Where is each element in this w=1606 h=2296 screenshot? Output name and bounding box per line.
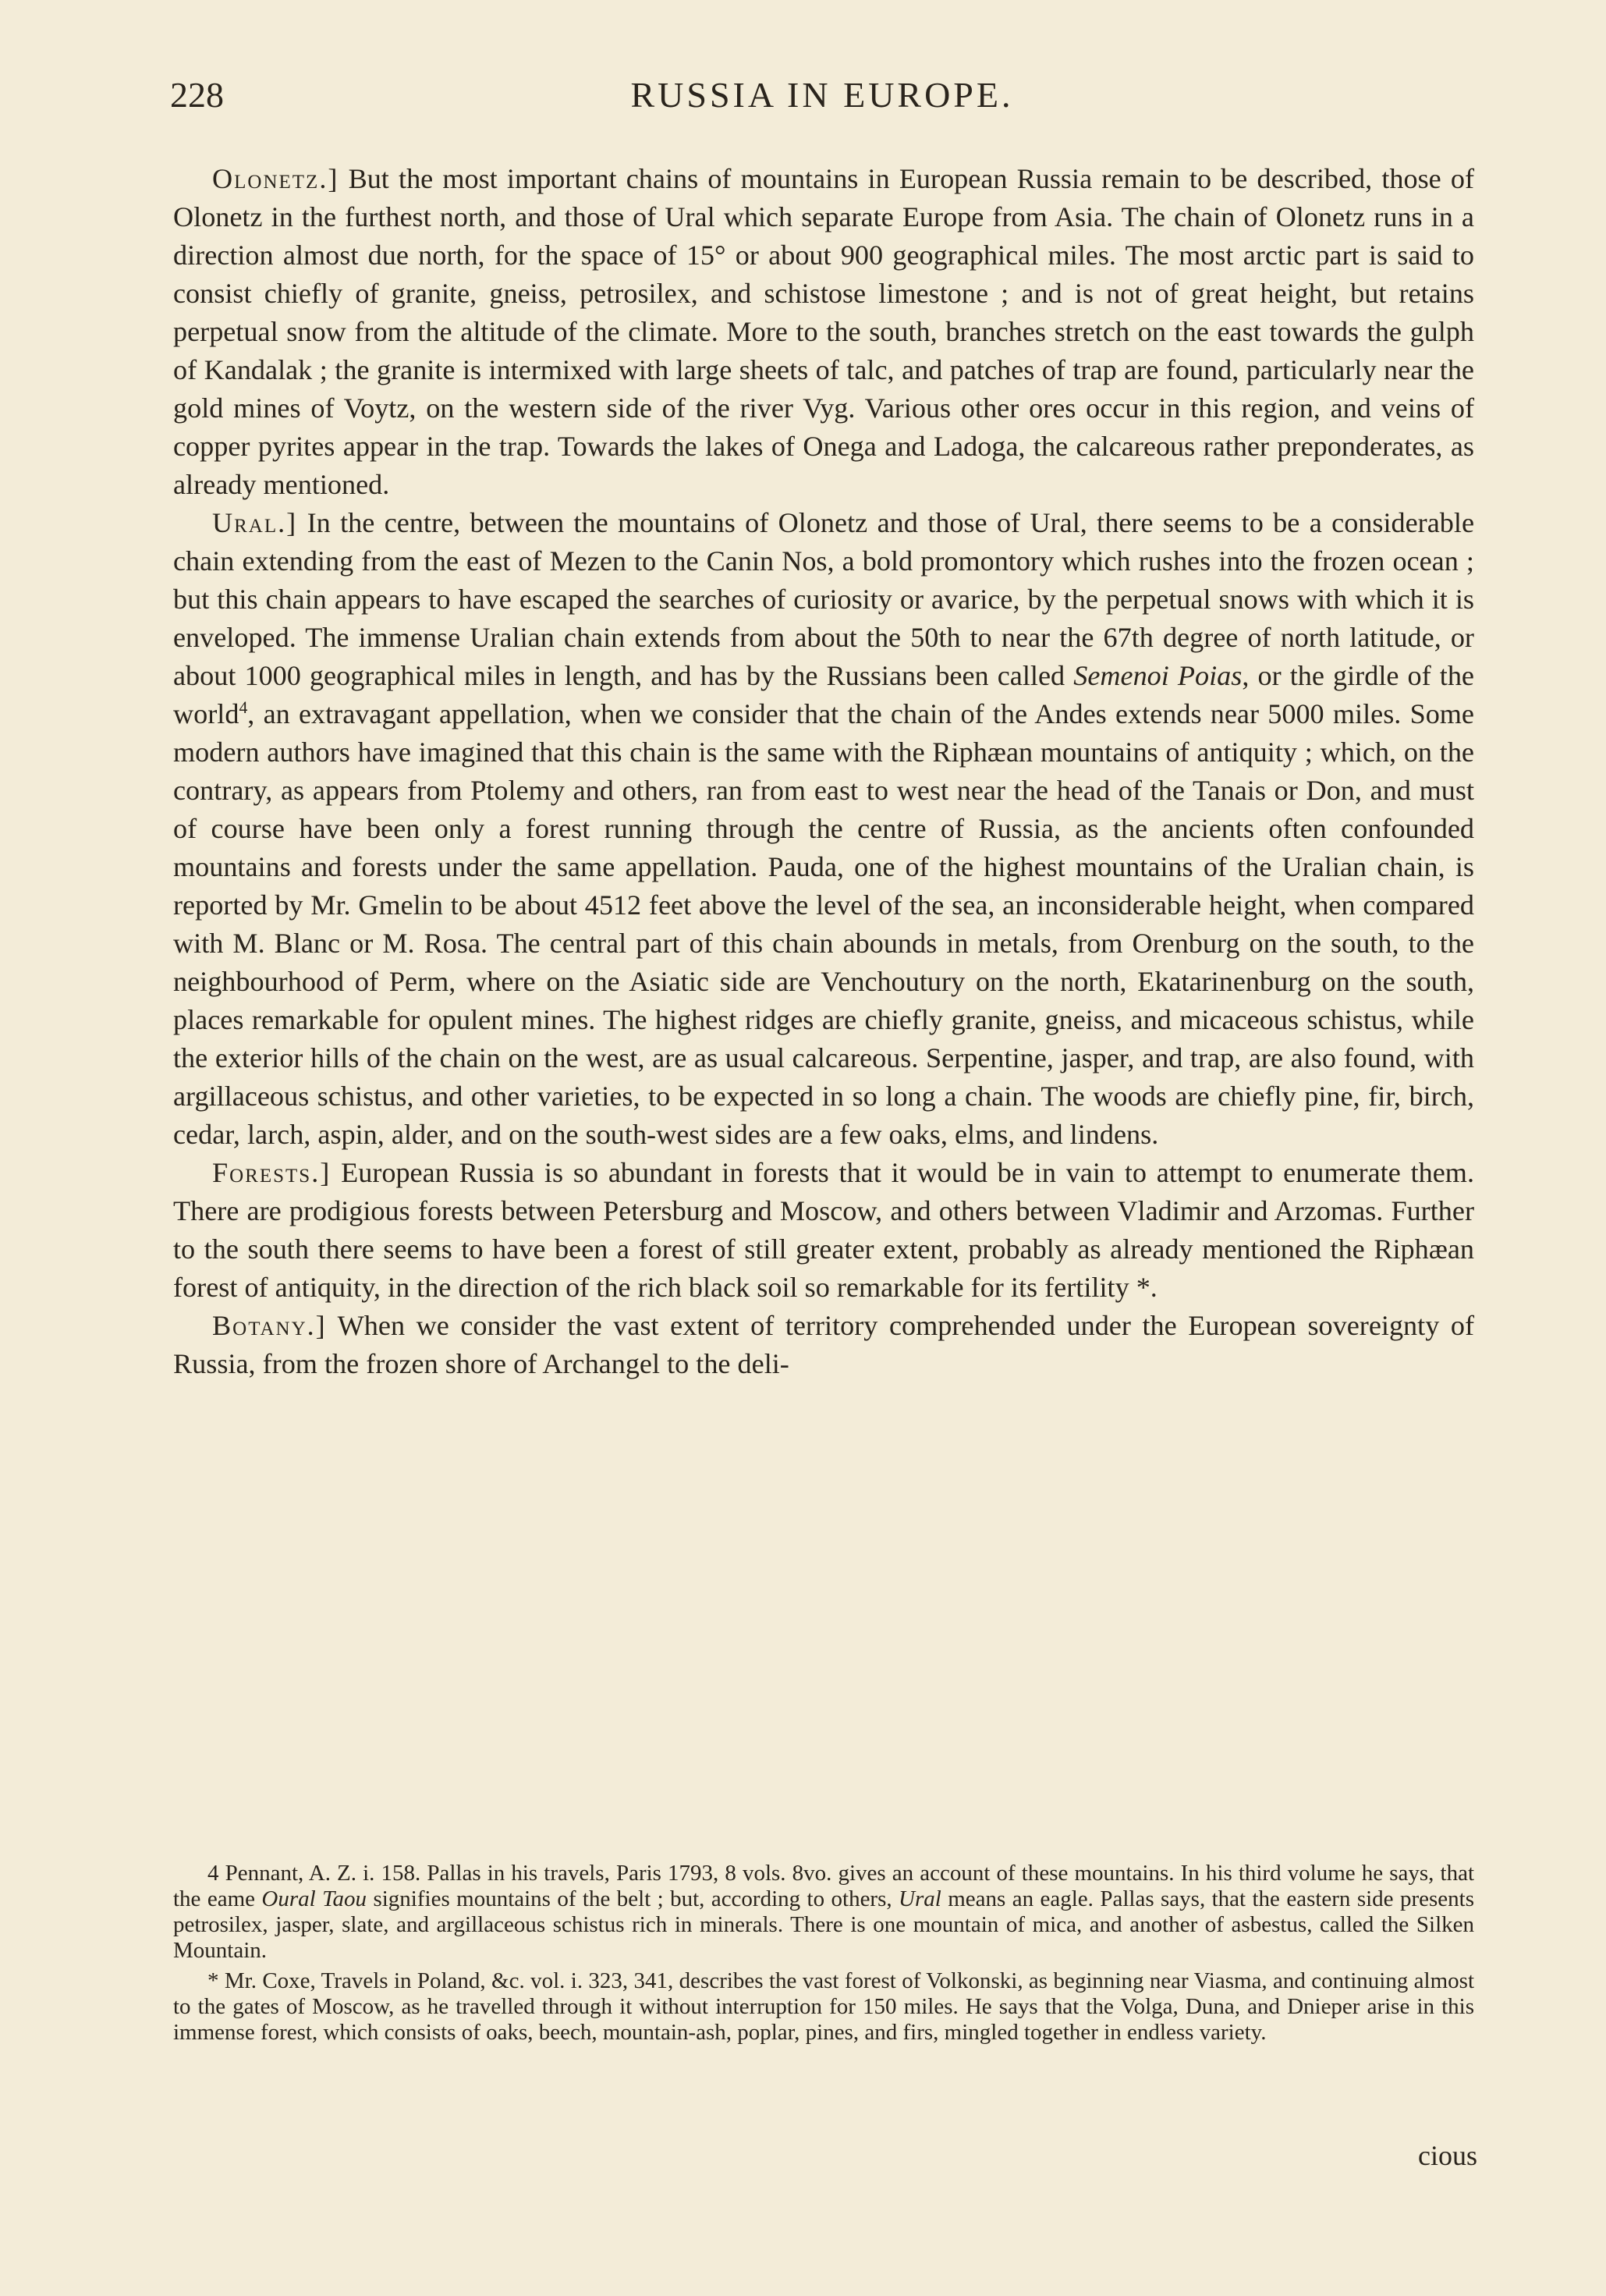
italic-term: Ural: [899, 1886, 941, 1911]
page-number: 228: [170, 75, 224, 115]
running-head: RUSSIA IN EUROPE.: [630, 75, 1014, 115]
page-header: [170, 72, 1474, 126]
section-heading-forests: Forests.]: [212, 1157, 331, 1188]
paragraph-botany: [173, 1307, 1474, 1383]
footnote-star: [173, 1968, 1474, 2046]
paragraph-ural: [173, 504, 1474, 1154]
footnotes: [173, 1861, 1474, 2050]
italic-term: Oural Taou: [261, 1886, 367, 1911]
paragraph-forests: [173, 1154, 1474, 1307]
footnote-marker: 4: [207, 1861, 219, 1886]
paragraph-text: In the centre, between the mountains of Olonetz and those of Ural, there seems to be a considerable chain extending from the east of Mezen to the Canin Nos, a bold promontory which rushes into the frozen ocean ; but this chain appears to have escaped the searches of curiosity or avarice, by the perpetual snows with which it is enveloped. The immense Uralian chain extends from about the 50th to near the 67th degree of north latitude, or about 1000 geographical miles in length, and has by the Russians been called: [173, 507, 1474, 691]
main-text: [173, 160, 1474, 1383]
paragraph-text: European Russia is so abundant in forests that it would be in vain to attempt to enumerate them. There are prodigious forests between Petersburg and Moscow, and others between Vladimir and Arzomas. Further to the south there seems to have been a forest of still greater extent, probably as already mentioned the Riphæan forest of antiquity, in the direction of the rich black soil so remarkable for its fertility *.: [173, 1157, 1474, 1303]
paragraph-olonetz: [173, 160, 1474, 504]
footnote-text: Pennant, A. Z. i. 158. Pallas in his travels, Paris 1793, 8 vols. 8vo. gives an account of these mountains. In his third volume he says, that the eame: [173, 1861, 1474, 1911]
catchword: cious: [1418, 2140, 1477, 2171]
footnote-text: Mr. Coxe, Travels in Poland, &c. vol. i. 323, 341, describes the vast forest of Volkonski, as beginning near Viasma, and continuing almost to the gates of Moscow, as he travelled through it without interruption for 150 miles. He says that the Volga, Duna, and Dnieper arise in this immense forest, which consists of oaks, beech, mountain-ash, poplar, pines, and firs, mingled together in endless variety.: [173, 1968, 1474, 2045]
footnote-text: signifies mountains of the belt ; but, according to others,: [367, 1886, 899, 1911]
footnote-marker: *: [207, 1968, 219, 1993]
paragraph-text: When we consider the vast extent of territory comprehended under the European sovereignty of Russia, from the frozen shore of Archangel to the deli-: [173, 1310, 1474, 1379]
paragraph-text: , an extravagant appellation, when we consider that the chain of the Andes extends near 5000 miles. Some modern authors have imagined that this chain is the same with the Riphæan mountains of antiquity ; which, on the contrary, as appears from Ptolemy and others, ran from east to west near the head of the Tanais or Don, and must of course have been only a forest running through the centre of Russia, as the ancients often confounded mountains and forests under the same appellation. Pauda, one of the highest mountains of the Uralian chain, is reported by Mr. Gmelin to be about 4512 feet above the level of the sea, an inconsiderable height, when compared with M. Blanc or M. Rosa. The central part of this chain abounds in metals, from Orenburg on the south, to the neighbourhood of Perm, where on the Asiatic side are Venchoutury on the north, Ekatarinenburg on the south, places remarkable for opulent mines. The highest ridges are chiefly granite, gneiss, and micaceous schistus, while the exterior hills of the chain on the west, are as usual calcareous. Serpentine, jasper, and trap, are also found, with argillaceous schistus, and other varieties, to be expected in so long a chain. The woods are chiefly pine, fir, birch, cedar, larch, aspin, alder, and on the south-west sides are a few oaks, elms, and lindens.: [173, 698, 1474, 1150]
section-heading-olonetz: Olonetz.]: [212, 163, 339, 194]
section-heading-ural: Ural.]: [212, 507, 298, 538]
footnote-text: means an eagle. Pallas says, that the eastern side presents petrosilex, jasper, slate, and argillaceous schistus rich in minerals. There is one mountain of mica, and another of asbestus, called the Silken Mountain.: [173, 1886, 1474, 1963]
section-heading-botany: Botany.]: [212, 1310, 327, 1341]
footnote-mark[interactable]: 4: [239, 697, 248, 717]
italic-term: Semenoi Poias: [1073, 660, 1243, 691]
footnote-4: [173, 1861, 1474, 1964]
paragraph-text: But the most important chains of mountains in European Russia remain to be described, those of Olonetz in the furthest north, and those of Ural which separate Europe from Asia. The chain of Olonetz runs in a direction almost due north, for the space of 15° or about 900 geographical miles. The most arctic part is said to consist chiefly of granite, gneiss, petrosilex, and schistose limestone ; and is not of great height, but retains perpetual snow from the altitude of the climate. More to the south, branches stretch on the east towards the gulph of Kandalak ; the granite is intermixed with large sheets of talc, and patches of trap are found, particularly near the gold mines of Voytz, on the western side of the river Vyg. Various other ores occur in this region, and veins of copper pyrites appear in the trap. Towards the lakes of Onega and Ladoga, the calcareous rather preponderates, as already mentioned.: [173, 163, 1474, 500]
paragraph-text: , or the girdle of the world: [173, 660, 1474, 729]
